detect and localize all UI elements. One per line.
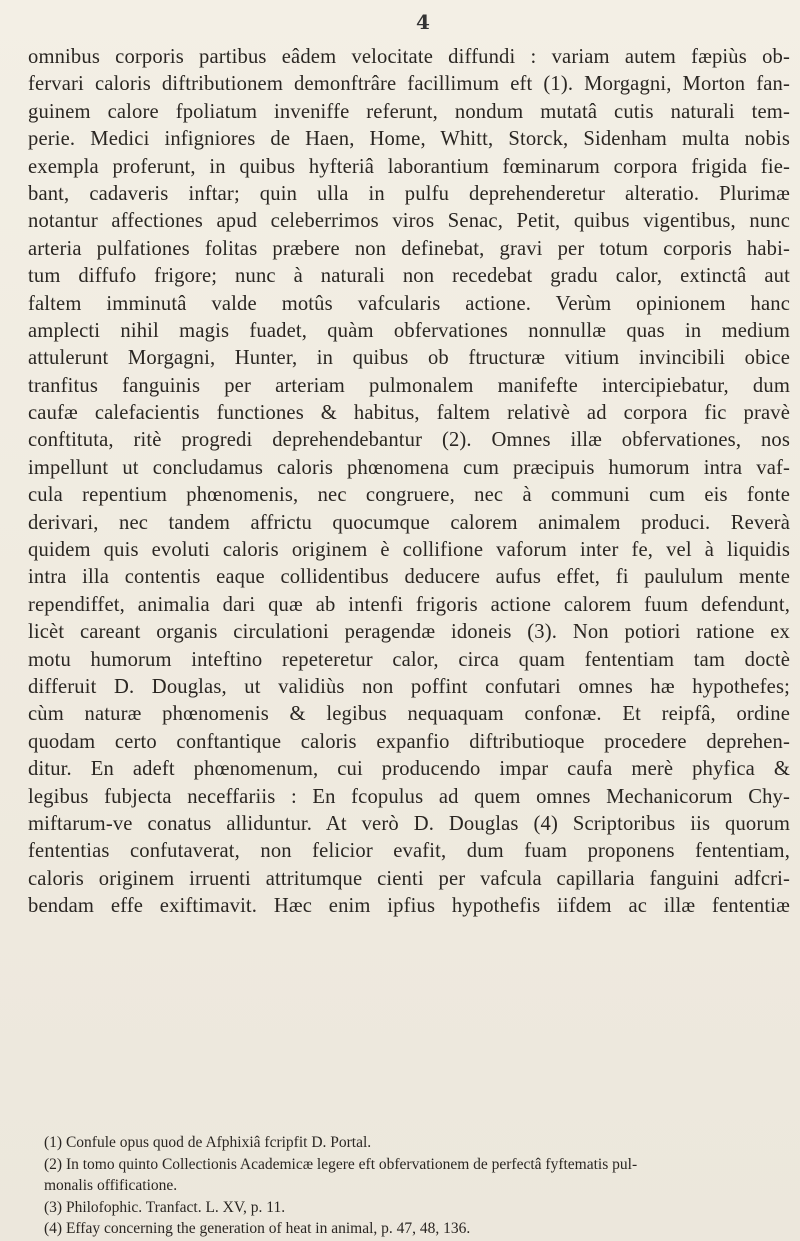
body-line: derivari, nec tandem affrictu quocumque calorem animalem produci. Reverà <box>28 511 790 534</box>
footnote: (3) Philofophic. Tranfact. L. XV, p. 11. <box>44 1198 286 1216</box>
body-line: fervari caloris diftributionem demonftrâre facillimum eft (1). Morgagni, Morton fan- <box>28 73 790 96</box>
body-line: quodam certo conftantique caloris expanfio diftributioque procedere deprehen- <box>28 730 790 753</box>
body-line: caufæ calefacientis functiones & habitus, faltem relativè ad corpora fic pravè <box>28 402 790 425</box>
body-line: bendam effe exiftimavit. Hæc enim ipfius hypothefis iifdem ac illæ fententiæ <box>28 895 790 918</box>
body-line: ditur. En adeft phœnomenum, cui producendo impar caufa merè phyfica & <box>28 758 790 781</box>
body-line: notantur affectiones apud celeberrimos viros Senac, Petit, quibus vigentibus, nunc <box>28 210 790 233</box>
body-line: conftituta, ritè progredi deprehendebantur (2). Omnes illæ obfervationes, nos <box>28 429 790 452</box>
body-line: arteria pulfationes folitas præbere non definebat, gravi per totum corporis habi- <box>28 237 790 260</box>
page-number: 4 <box>416 10 430 34</box>
footnote: (2) In tomo quinto Collectionis Academicæ legere eft obfervationem de perfectâ fyftematis pul- <box>44 1155 638 1173</box>
footnote: monalis offificatione. <box>44 1177 178 1194</box>
body-line: intra illa contentis eaque collidentibus deducere aufus effet, fi paululum mente <box>28 566 790 589</box>
body-line: faltem imminutâ valde motûs vafcularis actione. Verùm opinionem hanc <box>28 292 790 315</box>
body-line: cùm naturæ phœnomenis & legibus nequaquam confonæ. Et reipfâ, ordine <box>28 703 790 726</box>
footnote: (4) Effay concerning the generation of heat in animal, p. 47, 48, 136. <box>44 1220 471 1237</box>
body-line: cula repentium phœnomenis, nec congruere, nec à communi cum eis fonte <box>28 484 790 507</box>
body-line: differuit D. Douglas, ut validiùs non poffint confutari omnes hæ hypothefes; <box>28 675 790 698</box>
body-line: bant, cadaveris inftar; quin ulla in pulfu deprehenderetur alteratio. Plurimæ <box>28 182 790 205</box>
body-text <box>28 44 790 921</box>
body-line: tum diffufo frigore; nunc à naturali non recedebat gradu calor, extinctâ aut <box>28 265 790 288</box>
footnote: (1) Confule opus quod de Afphixiâ fcripfit D. Portal. <box>44 1134 372 1151</box>
body-line: quidem quis evoluti caloris originem è collifione vaforum inter fe, vel à liquidis <box>28 539 790 562</box>
body-line: miftarum-ve conatus alliduntur. At verò D. Douglas (4) Scriptoribus iis quorum <box>28 812 790 835</box>
body-line: guinem calore fpoliatum inveniffe referunt, nondum mutatâ cutis naturali tem- <box>28 100 790 123</box>
body-line: perie. Medici infigniores de Haen, Home, Whitt, Storck, Sidenham multa nobis <box>28 128 790 151</box>
footnotes <box>44 1132 764 1240</box>
body-line: attulerunt Morgagni, Hunter, in quibus ob ftructuræ vitium invincibili obice <box>28 347 790 370</box>
body-line: fententias confutaverat, non felicior evafit, dum fuam proponens fententiam, <box>28 840 790 863</box>
body-line: impellunt ut concludamus caloris phœnomena cum præcipuis humorum intra vaf- <box>28 456 790 479</box>
body-line: caloris originem irruenti attritumque cienti per vafcula capillaria fanguini adfcri- <box>28 867 790 890</box>
body-line: motu humorum inteftino repeteretur calor, circa quam fententiam tam doctè <box>28 648 790 671</box>
body-line: amplecti nihil magis fuadet, quàm obfervationes nonnullæ quas in medium <box>28 319 790 342</box>
body-line: tranfitus fanguinis per arteriam pulmonalem manifefte intercipiebatur, dum <box>28 374 790 397</box>
body-line: legibus fubjecta neceffariis : En fcopulus ad quem omnes Mechanicorum Chy- <box>28 785 790 808</box>
body-line: exempla proferunt, in quibus hyfteriâ laborantium fœminarum corpora frigida fie- <box>28 155 790 178</box>
body-line: rependiffet, animalia dari quæ ab intenfi frigoris actione calorem fuum defendunt, <box>28 593 790 616</box>
body-line: omnibus corporis partibus eâdem velocitate diffundi : variam autem fæpiùs ob- <box>28 46 790 68</box>
body-line: licèt careant organis circulationi peragendæ idoneis (3). Non potiori ratione ex <box>28 621 790 644</box>
